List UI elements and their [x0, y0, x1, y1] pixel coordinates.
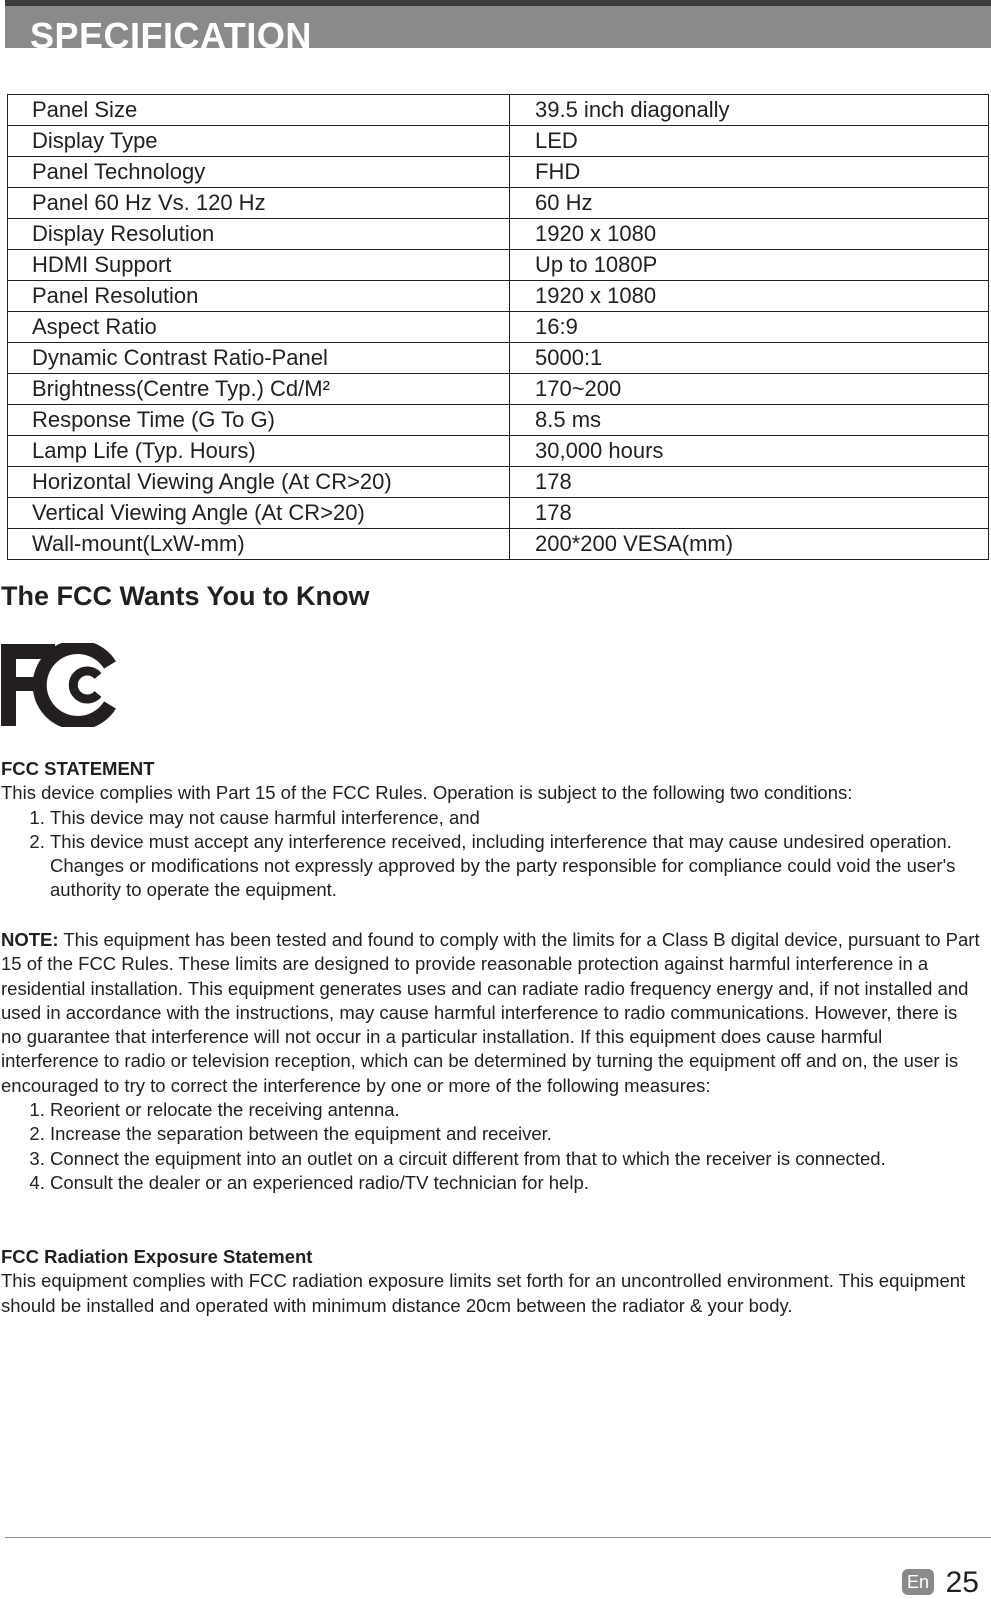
- list-item: 1. This device may not cause harmful interference, and: [50, 806, 981, 830]
- spec-table: [7, 94, 989, 560]
- table-row: [8, 219, 989, 250]
- spec-label: Panel Technology: [8, 157, 510, 188]
- list-item: 2. This device must accept any interference received, including interference that may cause undesired operation. Changes or modifications not expressly approved by the party responsible for compliance could void the user's authority to operate the equipment.: [50, 830, 981, 903]
- radiation-title: FCC Radiation Exposure Statement: [1, 1246, 313, 1267]
- note-text: This equipment has been tested and found to comply with the limits for a Class B digital device, pursuant to Part 15 of the FCC Rules. These limits are designed to provide reasonable protection against harmful interference in a residential installation. This equipment generates uses and can radiate radio frequency energy and, if not installed and used in accordance with the instructions, may cause harmful interference to radio communications. However, there is no guarantee that interference will not occur in a particular installation. If this equipment does cause harmful interference to radio or television reception, which can be determined by turning the equipment off and on, the user is encouraged to try to correct the interference by one or more of the following measures:: [1, 929, 980, 1096]
- measures-list: [1, 1098, 981, 1195]
- list-item: 3. Connect the equipment into an outlet on a circuit different from that to which the receiver is connected.: [50, 1147, 981, 1171]
- spec-value: 60 Hz: [510, 188, 989, 219]
- table-row: [8, 157, 989, 188]
- spec-label: Wall-mount(LxW-mm): [8, 529, 510, 560]
- note-paragraph: [1, 928, 981, 1098]
- footer-rule: [5, 1537, 991, 1538]
- table-row: [8, 126, 989, 157]
- table-row: [8, 188, 989, 219]
- list-item: 2. Increase the separation between the equipment and receiver.: [50, 1122, 981, 1146]
- table-row: [8, 467, 989, 498]
- spec-label: Horizontal Viewing Angle (At CR>20): [8, 467, 510, 498]
- spec-label: Panel 60 Hz Vs. 120 Hz: [8, 188, 510, 219]
- table-row: [8, 374, 989, 405]
- table-row: [8, 312, 989, 343]
- spec-value: 5000:1: [510, 343, 989, 374]
- page-title: SPECIFICATION: [30, 15, 312, 56]
- statement-list: [1, 806, 981, 903]
- list-item: 1. Reorient or relocate the receiving antenna.: [50, 1098, 981, 1122]
- table-row: [8, 405, 989, 436]
- radiation-text: This equipment complies with FCC radiation exposure limits set forth for an uncontrolled environment. This equipment should be installed and operated with minimum distance 20cm between the radiator & your body.: [1, 1270, 966, 1316]
- table-row: [8, 529, 989, 560]
- spec-label: Brightness(Centre Typ.) Cd/M²: [8, 374, 510, 405]
- spec-label: Vertical Viewing Angle (At CR>20): [8, 498, 510, 529]
- note-label: NOTE:: [1, 929, 59, 950]
- spec-value: 8.5 ms: [510, 405, 989, 436]
- spec-value: Up to 1080P: [510, 250, 989, 281]
- page-number: 25: [945, 1566, 979, 1599]
- spec-label: Panel Size: [8, 95, 510, 126]
- spec-value: 39.5 inch diagonally: [510, 95, 989, 126]
- spec-label: Lamp Life (Typ. Hours): [8, 436, 510, 467]
- spec-label: Panel Resolution: [8, 281, 510, 312]
- spec-value: LED: [510, 126, 989, 157]
- fcc-heading: The FCC Wants You to Know: [1, 581, 370, 611]
- spec-value: 16:9: [510, 312, 989, 343]
- spec-value: 1920 x 1080: [510, 281, 989, 312]
- fcc-statement: [1, 757, 981, 903]
- spec-value: 178: [510, 467, 989, 498]
- table-row: [8, 95, 989, 126]
- spec-label: HDMI Support: [8, 250, 510, 281]
- statement-intro: This device complies with Part 15 of the FCC Rules. Operation is subject to the following two conditions:: [1, 782, 853, 804]
- spec-value: FHD: [510, 157, 989, 188]
- spec-value: 170~200: [510, 374, 989, 405]
- language-badge: En: [902, 1569, 934, 1595]
- spec-label: Display Resolution: [8, 219, 510, 250]
- spec-label: Display Type: [8, 126, 510, 157]
- spec-value: 1920 x 1080: [510, 219, 989, 250]
- table-row: [8, 281, 989, 312]
- spec-label: Dynamic Contrast Ratio-Panel: [8, 343, 510, 374]
- spec-label: Aspect Ratio: [8, 312, 510, 343]
- note-section: [1, 928, 981, 1195]
- spec-value: 178: [510, 498, 989, 529]
- table-row: [8, 343, 989, 374]
- table-row: [8, 498, 989, 529]
- table-row: [8, 250, 989, 281]
- spec-value: 200*200 VESA(mm): [510, 529, 989, 560]
- fcc-logo: [0, 643, 118, 727]
- table-row: [8, 436, 989, 467]
- list-item: 4. Consult the dealer or an experienced radio/TV technician for help.: [50, 1171, 981, 1195]
- spec-value: 30,000 hours: [510, 436, 989, 467]
- spec-label: Response Time (G To G): [8, 405, 510, 436]
- statement-title: FCC STATEMENT: [1, 758, 155, 779]
- radiation-section: [1, 1245, 981, 1318]
